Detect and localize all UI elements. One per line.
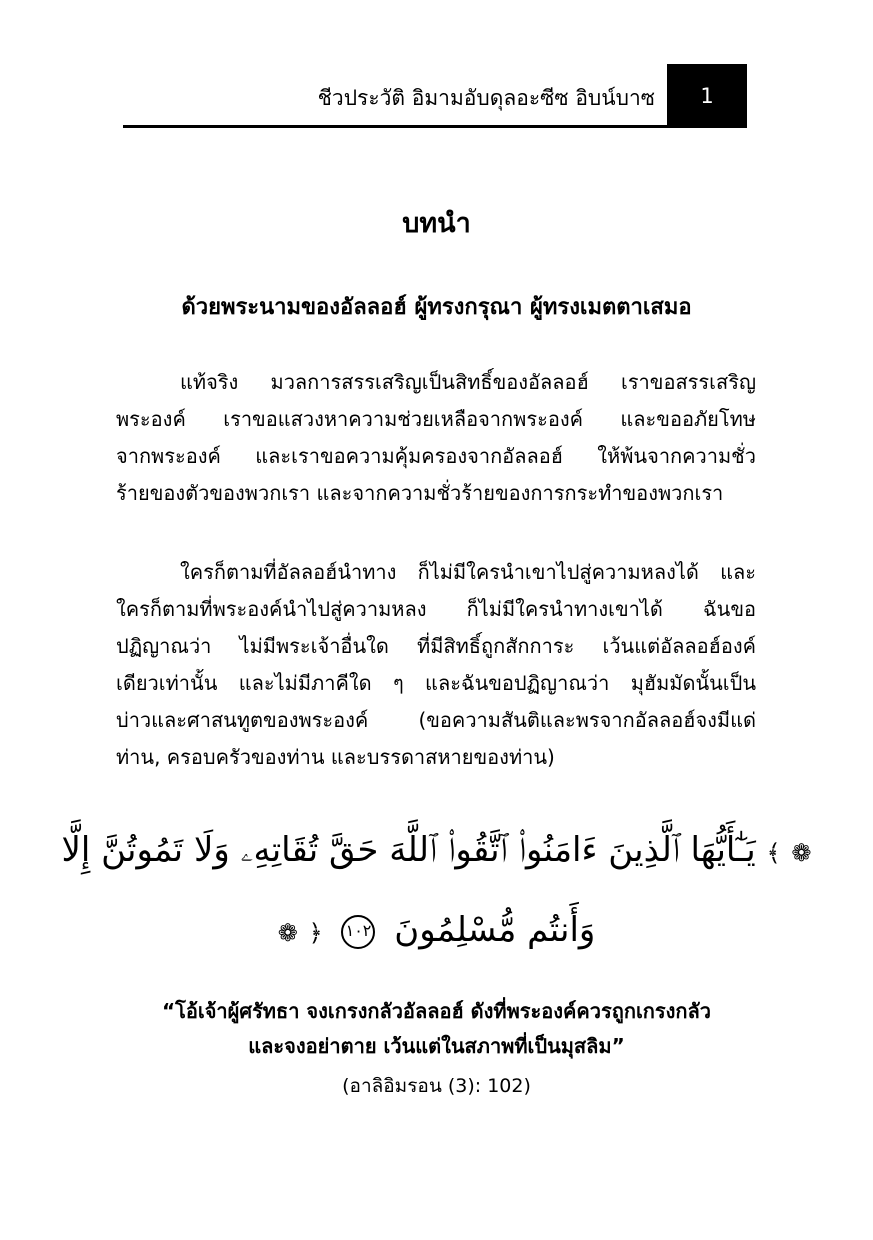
translation-line: “โอ้เจ้าผู้ศรัทธา จงเกรงกลัวอัลลอฮ์ ดังที่พระองค์ควรถูกเกรงกลัว <box>161 999 712 1023</box>
verse-citation: (อาลิอิมรอน (3): 102) <box>342 1075 531 1097</box>
translation-line: และจงอย่าตาย เว้นแต่ในสภาพที่เป็นมุสลิม” <box>248 1034 625 1058</box>
page-number-box <box>667 64 747 128</box>
header-rule <box>123 125 747 128</box>
quran-verse-line-2 <box>0 900 873 963</box>
verse-flower-ornament-icon: ❁ <box>791 839 812 867</box>
verse-text-line-2: وَأَنتُم مُّسْلِمُونَ <box>394 910 596 950</box>
paragraph-2 <box>116 554 756 776</box>
paragraph-line: พระองค์ เราขอแสวงหาความช่วยเหลือจากพระองค์ และขออภัยโทษ <box>116 407 756 431</box>
page-number: 1 <box>700 84 714 108</box>
verse-text-line-1: يَـٰٓأَيُّهَا ٱلَّذِينَ ءَامَنُوا۟ ٱتَّقُوا۟ ٱللَّهَ حَقَّ تُقَاتِهِۦ وَلَا تَمُوتُنَّ إِلَّا <box>61 830 756 870</box>
paragraph-line: ใครก็ตามที่อัลลอฮ์นำทาง ก็ไม่มีใครนำเขาไปสู่ความหลงได้ และ <box>180 560 756 584</box>
verse-translation <box>0 994 873 1064</box>
paragraph-line: ท่าน, ครอบครัวของท่าน และบรรดาสหายของท่าน) <box>116 745 555 769</box>
paragraph-line: จากพระองค์ และเราขอความคุ้มครองจากอัลลอฮ์ ให้พ้นจากความชั่ว <box>116 444 756 468</box>
verse-close-bracket: ﴿ <box>308 919 323 947</box>
paragraph-line: แท้จริง มวลการสรรเสริญเป็นสิทธิ์ของอัลลอฮ์ เราขอสรรเสริญ <box>180 370 756 394</box>
basmala-heading: ด้วยพระนามของอัลลอฮ์ ผู้ทรงกรุณา ผู้ทรงเมตตาเสมอ <box>181 295 692 320</box>
quran-verse-line-1 <box>0 820 873 883</box>
verse-open-bracket: ﴾ <box>766 839 781 867</box>
running-header-title: ชีวประวัติ อิมามอับดุลอะซีซ อิบน์บาซ <box>317 86 655 110</box>
paragraph-line: ปฏิญาณว่า ไม่มีพระเจ้าอื่นใด ที่มีสิทธิ์ถูกสักการะ เว้นแต่อัลลอฮ์องค์ <box>116 634 756 658</box>
chapter-title: บทนำ <box>402 208 471 239</box>
verse-flower-ornament-icon: ❁ <box>277 919 298 947</box>
paragraph-1 <box>116 364 756 512</box>
paragraph-line: ร้ายของตัวของพวกเรา และจากความชั่วร้ายของการกระทำของพวกเรา <box>116 481 724 505</box>
paragraph-line: บ่าวและศาสนทูตของพระองค์ (ขอความสันติและพรจากอัลลอฮ์จงมีแด่ <box>116 708 756 732</box>
ayah-number-medallion: ١٠٢ <box>341 915 375 949</box>
page-header <box>123 64 747 128</box>
paragraph-line: ใครก็ตามที่พระองค์นำไปสู่ความหลง ก็ไม่มีใครนำทางเขาได้ ฉันขอ <box>116 597 756 621</box>
paragraph-line: เดียวเท่านั้น และไม่มีภาคีใด ๆ และฉันขอปฏิญาณว่า มุฮัมมัดนั้นเป็น <box>116 671 756 695</box>
